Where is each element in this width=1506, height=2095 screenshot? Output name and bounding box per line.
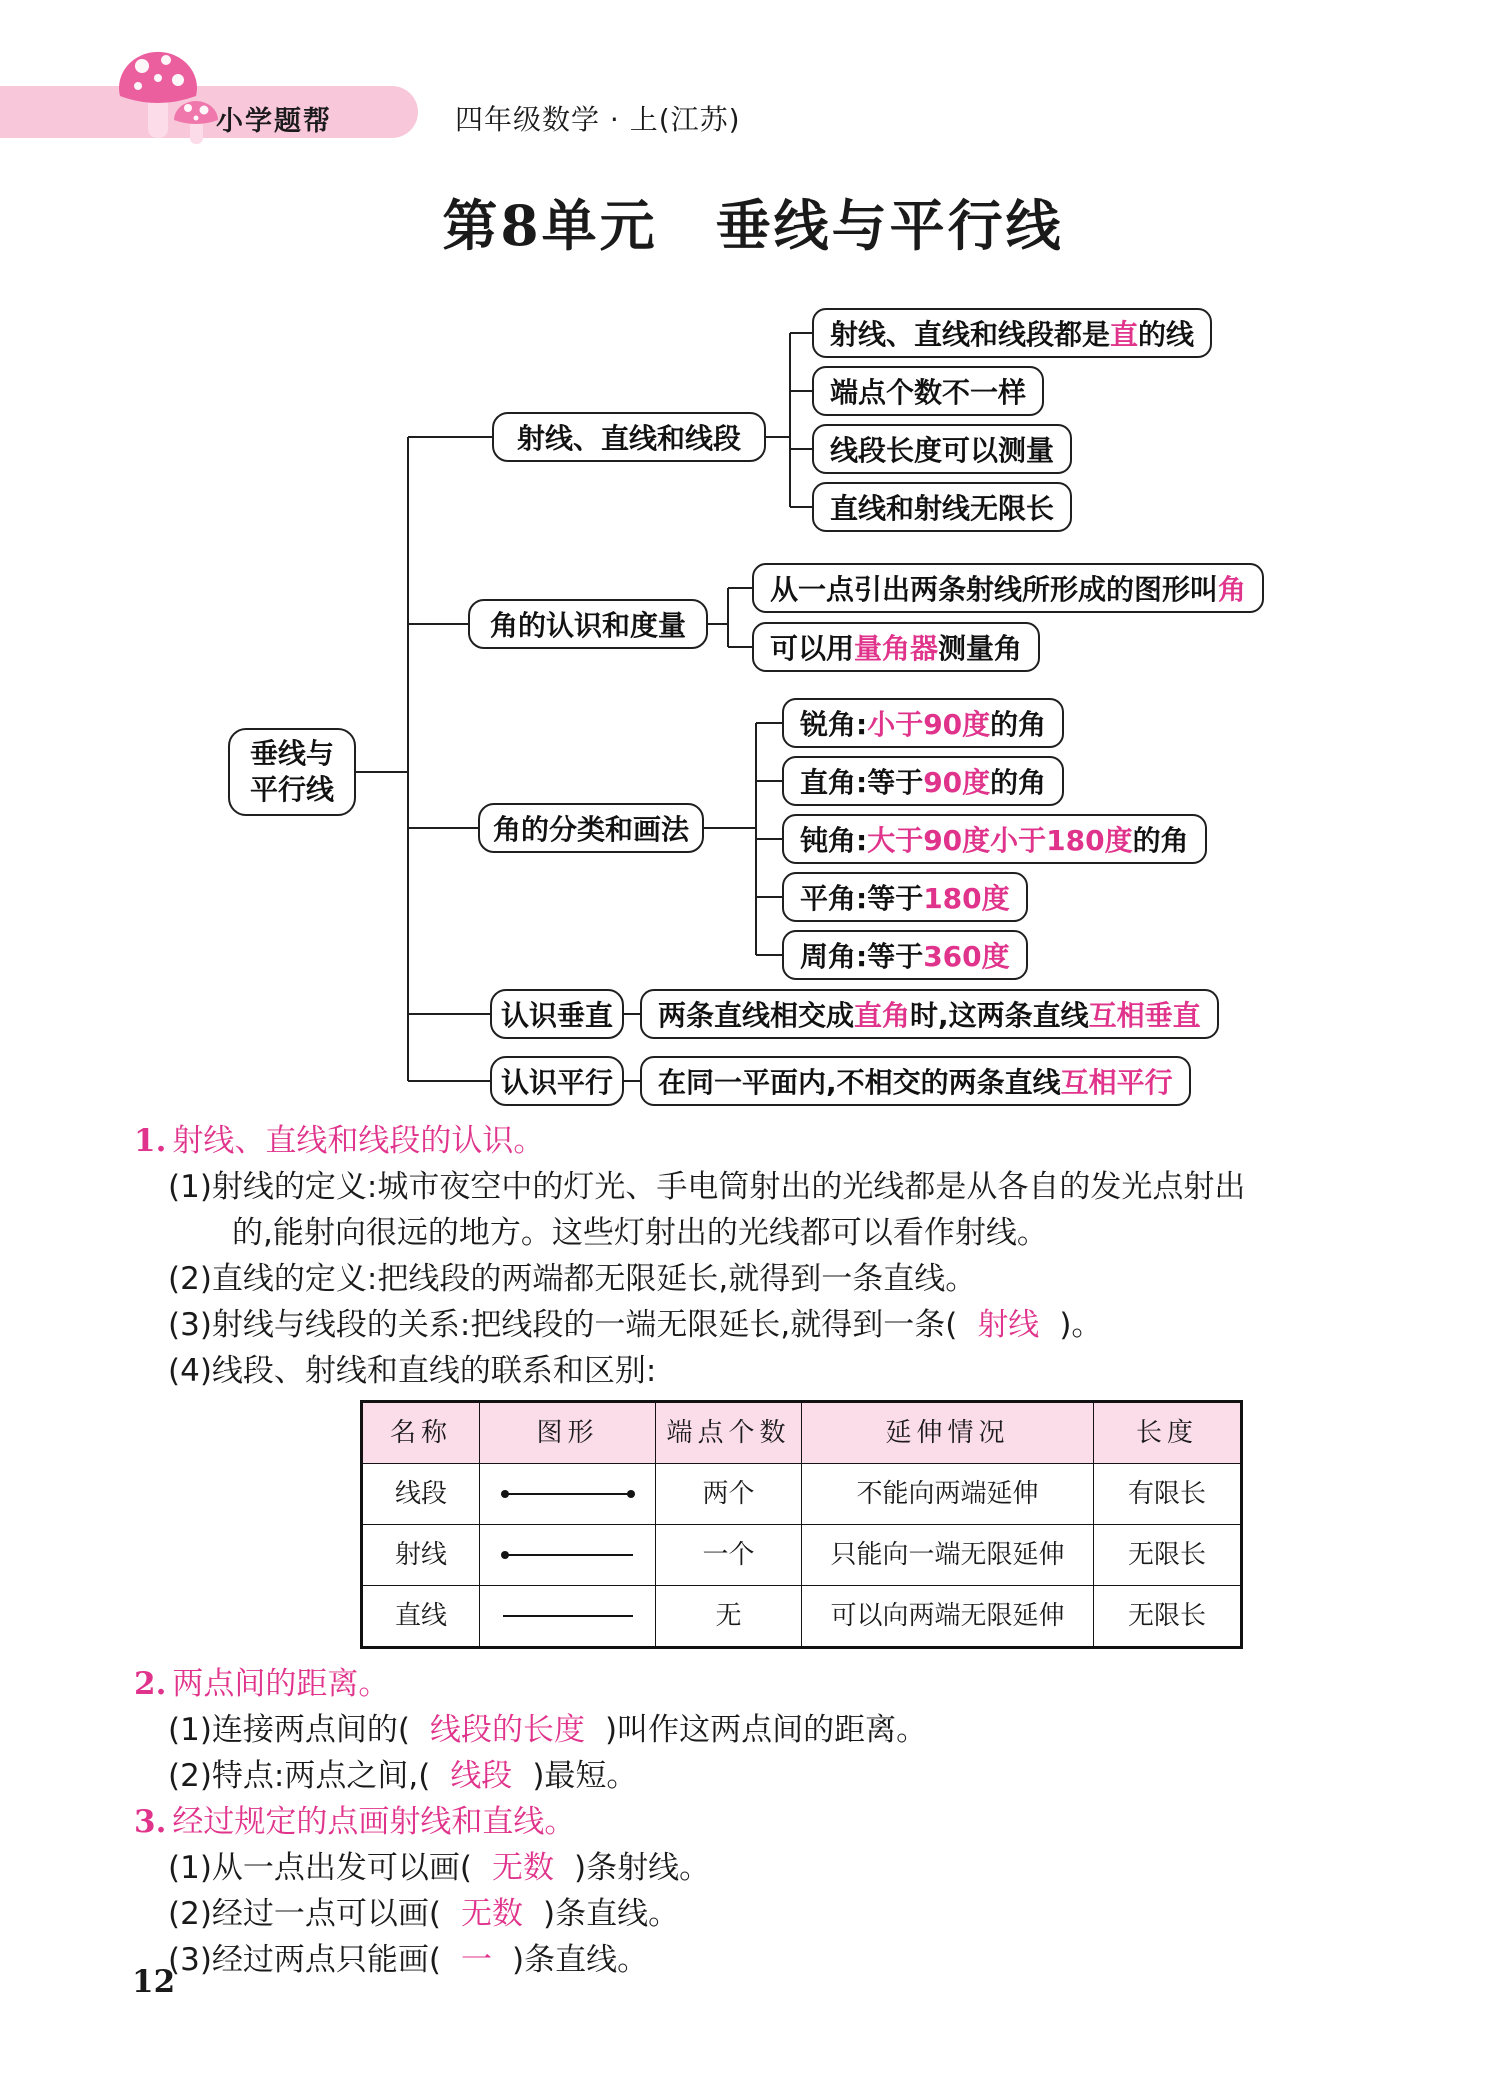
leaf-protractor: 可以用 量角器 测量角 (752, 622, 1040, 672)
extension-cell: 只能向一端无限延伸 (802, 1525, 1094, 1586)
mushroom-logo-icon (116, 38, 228, 148)
page-title: 第8单元 垂线与平行线 (442, 193, 1064, 258)
book-title: 四年级数学 · 上(江苏) (455, 103, 741, 136)
branch-node-angle-types: 角的分类和画法 (478, 803, 704, 853)
header-endpoints: 端点个数 (656, 1402, 802, 1464)
leaf-infinite-length: 直线和射线无限长 (812, 482, 1072, 532)
leaf-segment-measurable: 线段长度可以测量 (812, 424, 1072, 474)
mindmap-root-node (228, 728, 356, 816)
section-title: 两点间的距离。 (172, 1666, 390, 1702)
length-cell: 无限长 (1094, 1525, 1242, 1586)
table-row (362, 1464, 1242, 1525)
notes (0, 1118, 1506, 1983)
leaf-straight-lines: 射线、直线和线段都是 直 的线 (812, 308, 1212, 358)
length-cell: 无限长 (1094, 1586, 1242, 1648)
leaf-endpoint-count: 端点个数不一样 (812, 366, 1044, 416)
extension-cell: 可以向两端无限延伸 (802, 1586, 1094, 1648)
table-row (362, 1525, 1242, 1586)
note-item: (4)线段、射线和直线的联系和区别: (168, 1353, 657, 1389)
branch-node-parallel: 认识平行 (490, 1056, 624, 1106)
branch-node-perpendicular: 认识垂直 (490, 989, 624, 1039)
header-figure: 图形 (480, 1402, 656, 1464)
name-cell: 射线 (362, 1525, 480, 1586)
figure-cell (480, 1586, 656, 1648)
figure-cell (480, 1464, 656, 1525)
note-item: (3)射线与线段的关系:把线段的一端无限延长,就得到一条( 射线 )。 (168, 1307, 1103, 1343)
leaf-perpendicular-def: 两条直线相交成 直角 时,这两条直线 互相垂直 (640, 989, 1219, 1039)
section-title: 射线、直线和线段的认识。 (172, 1123, 545, 1159)
leaf-straight-angle: 平角:等于 180度 (782, 872, 1028, 922)
extension-cell: 不能向两端延伸 (802, 1464, 1094, 1525)
endpoints-cell: 无 (656, 1586, 802, 1648)
note-item: (2)特点:两点之间,( 线段 )最短。 (168, 1758, 638, 1794)
header-length: 长度 (1094, 1402, 1242, 1464)
name-cell: 直线 (362, 1586, 480, 1648)
header-name: 名称 (362, 1402, 480, 1464)
note-item: (1)从一点出发可以画( 无数 )条射线。 (168, 1850, 711, 1886)
note-item: (3)经过两点只能画( 一 )条直线。 (168, 1942, 649, 1978)
note-item: (2)经过一点可以画( 无数 )条直线。 (168, 1896, 680, 1932)
header-extension: 延伸情况 (802, 1402, 1094, 1464)
logo-text: 小学题帮 (216, 106, 332, 137)
note-item: (1)连接两点间的( 线段的长度 )叫作这两点间的距离。 (168, 1712, 928, 1748)
segment-figure-icon (503, 1493, 633, 1496)
branch-node-angle-measure: 角的认识和度量 (468, 599, 708, 649)
leaf-acute-angle: 锐角: 小于90度 的角 (782, 698, 1064, 748)
figure-cell (480, 1525, 656, 1586)
leaf-right-angle: 直角:等于 90度 的角 (782, 756, 1064, 806)
branch-node-rays-lines-segments: 射线、直线和线段 (492, 412, 766, 462)
root-line-1: 垂线与 (249, 737, 334, 770)
section-heading-2 (134, 1661, 1386, 1707)
root-line-2: 平行线 (249, 773, 334, 806)
line-figure-icon (503, 1615, 633, 1618)
table-header-row (362, 1402, 1242, 1464)
length-cell: 有限长 (1094, 1464, 1242, 1525)
section-heading-3 (134, 1799, 1386, 1845)
leaf-obtuse-angle: 钝角: 大于90度小于180度 的角 (782, 814, 1207, 864)
section-number: 1. (134, 1123, 167, 1159)
note-item: (2)直线的定义:把线段的两端都无限延长,就得到一条直线。 (168, 1261, 977, 1297)
relations-table (360, 1400, 1243, 1649)
section-title: 经过规定的点画射线和直线。 (172, 1804, 576, 1840)
page-number: 12 (132, 1964, 176, 2000)
endpoints-cell: 两个 (656, 1464, 802, 1525)
leaf-angle-definition: 从一点引出两条射线所形成的图形叫 角 (752, 563, 1264, 613)
ray-figure-icon (503, 1554, 633, 1557)
name-cell: 线段 (362, 1464, 480, 1525)
section-number: 2. (134, 1666, 167, 1702)
leaf-parallel-def: 在同一平面内,不相交的两条直线 互相平行 (640, 1056, 1191, 1106)
section-heading-1 (134, 1118, 1386, 1164)
section-number: 3. (134, 1804, 167, 1840)
note-item: (1)射线的定义:城市夜空中的灯光、手电筒射出的光线都是从各自的发光点射出 的,能射向很远的地方。这些灯射出的光线都可以看作射线。 (168, 1169, 1246, 1251)
endpoints-cell: 一个 (656, 1525, 802, 1586)
leaf-full-angle: 周角:等于 360度 (782, 930, 1028, 980)
table-row (362, 1586, 1242, 1648)
